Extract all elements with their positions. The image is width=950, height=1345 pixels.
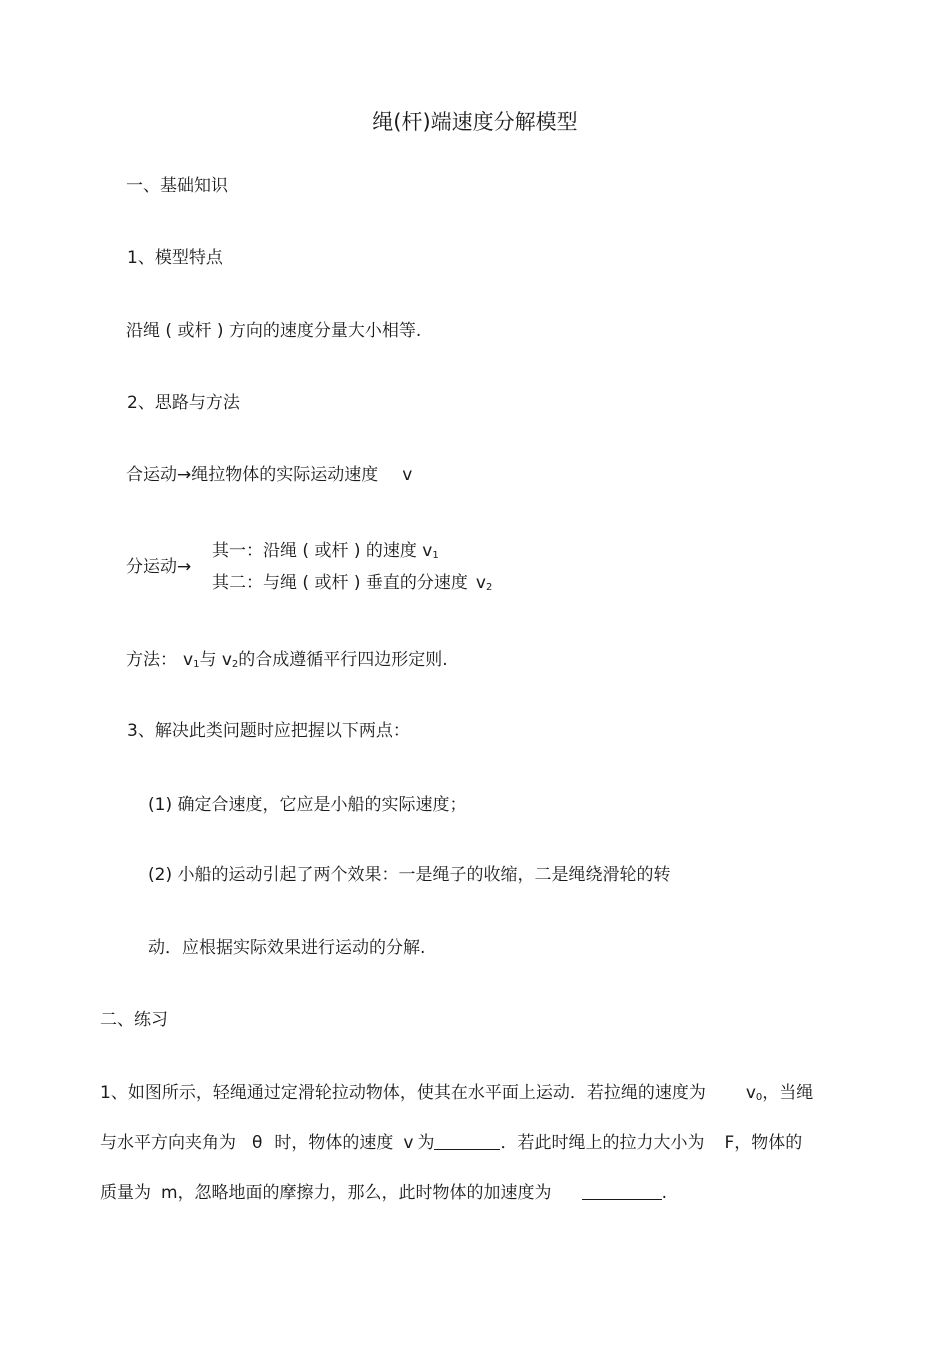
section-heading-basics: 一、基础知识 xyxy=(126,176,228,196)
method-label: 方法： xyxy=(126,650,177,670)
subheading-model-features: 1、模型特点 xyxy=(127,248,223,268)
question-1-line-2 xyxy=(100,1132,802,1154)
method-rule xyxy=(126,649,448,676)
q1-mass-text: 质量为 xyxy=(100,1183,151,1203)
q1-angle-text: 与水平方向夹角为 xyxy=(100,1133,236,1153)
resultant-motion-line xyxy=(126,464,412,486)
q1-text-a: 1、如图所示，轻绳通过定滑轮拉动物体，使其在水平面上运动．若拉绳的速度为 xyxy=(100,1083,706,1103)
subheading-key-points: 3、解决此类问题时应把握以下两点： xyxy=(127,721,410,741)
q1-v0-var: v xyxy=(745,1083,756,1103)
method-v1: v xyxy=(183,650,194,670)
question-1-line-1 xyxy=(100,1082,813,1109)
q1-wei-text: 为 xyxy=(417,1133,435,1153)
q1-v0-subscript: 0 xyxy=(755,1092,763,1103)
section-heading-practice: 二、练习 xyxy=(100,1010,168,1030)
method-v2-subscript: 2 xyxy=(231,659,239,670)
method-v1-subscript: 1 xyxy=(193,659,200,670)
key-point-2-continued: 动．应根据实际效果进行运动的分解. xyxy=(148,938,426,958)
q1-answer-blank-velocity[interactable] xyxy=(434,1133,500,1150)
q1-v-var: v xyxy=(403,1133,414,1153)
page-title: 绳(杆)端速度分解模型 xyxy=(372,110,578,134)
component-two-text: 其二：与绳 ( 或杆 ) 垂直的分速度 xyxy=(212,573,468,593)
q1-theta-var: θ xyxy=(252,1133,263,1153)
method-and-v2: 与 v xyxy=(199,650,232,670)
component-two xyxy=(212,572,492,599)
key-point-2: (2) 小船的运动引起了两个效果：一是绳子的收缩，二是绳绕滑轮的转 xyxy=(148,865,671,885)
q1-F-var: F xyxy=(724,1133,735,1153)
key-point-1: (1) 确定合速度，它应是小船的实际速度； xyxy=(148,795,467,815)
q1-period: . xyxy=(661,1183,667,1203)
component-two-var: v xyxy=(475,573,486,593)
resultant-motion-text: 合运动→绳拉物体的实际运动速度 xyxy=(126,465,379,485)
q1-object-text: ，物体的 xyxy=(734,1133,803,1153)
q1-answer-blank-acceleration[interactable] xyxy=(582,1183,662,1200)
component-one-subscript: 1 xyxy=(432,550,439,561)
q1-velocity-text: 时，物体的速度 xyxy=(274,1133,394,1153)
component-two-subscript: 2 xyxy=(485,582,493,593)
resultant-velocity-var: v xyxy=(402,465,413,485)
model-features-text: 沿绳 ( 或杆 ) 方向的速度分量大小相等. xyxy=(126,321,422,341)
component-one xyxy=(212,540,439,567)
component-motion-label: 分运动→ xyxy=(126,557,192,577)
method-rule-text: 的合成遵循平行四边形定则. xyxy=(238,650,448,670)
q1-tension-text: ．若此时绳上的拉力大小为 xyxy=(500,1133,705,1153)
subheading-method: 2、思路与方法 xyxy=(127,393,240,413)
q1-text-b: ，当绳 xyxy=(762,1083,814,1103)
question-1-line-3 xyxy=(100,1182,667,1204)
q1-accel-text: ，忽略地面的摩擦力，那么，此时物体的加速度为 xyxy=(177,1183,552,1203)
component-one-text: 其一：沿绳 ( 或杆 ) 的速度 v xyxy=(212,541,433,561)
q1-m-var: m xyxy=(161,1183,178,1203)
